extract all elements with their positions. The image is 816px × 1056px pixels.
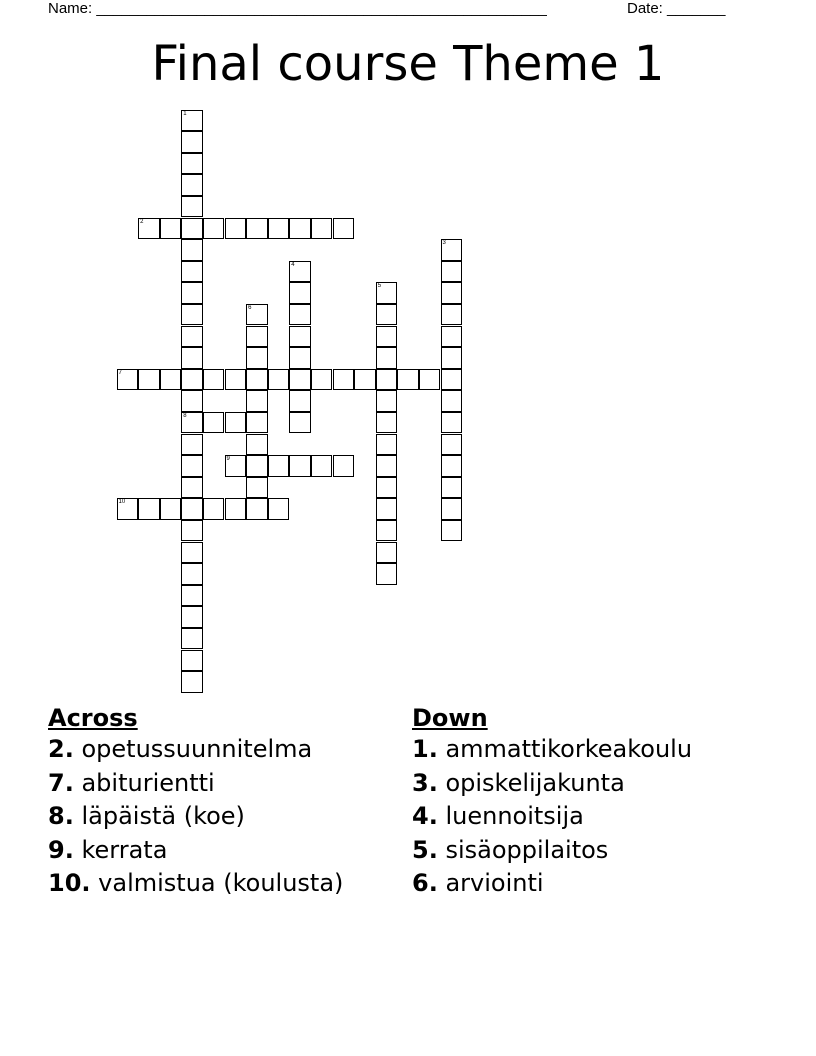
grid-cell[interactable] — [138, 369, 160, 391]
date-field[interactable]: Date: _______ — [627, 0, 726, 17]
grid-cell[interactable] — [246, 369, 268, 391]
grid-cell[interactable] — [225, 218, 247, 240]
grid-cell[interactable] — [246, 326, 268, 348]
grid-cell[interactable] — [181, 585, 203, 607]
grid-cell[interactable] — [160, 369, 182, 391]
grid-cell[interactable] — [181, 498, 203, 520]
clue-item: 6. arviointi — [412, 869, 544, 897]
grid-cell[interactable] — [117, 498, 139, 520]
grid-cell[interactable] — [268, 218, 290, 240]
grid-cell[interactable] — [289, 369, 311, 391]
grid-cell[interactable] — [181, 563, 203, 585]
clue-item: 10. valmistua (koulusta) — [48, 869, 344, 897]
grid-cell[interactable] — [181, 477, 203, 499]
clue-item: 1. ammattikorkeakoulu — [412, 735, 693, 763]
grid-cell[interactable] — [181, 347, 203, 369]
grid-cell[interactable] — [376, 542, 398, 564]
cell-number: 7 — [118, 369, 122, 376]
grid-cell[interactable] — [441, 498, 463, 520]
cell-number: 5 — [377, 283, 382, 290]
grid-cell[interactable] — [333, 455, 355, 477]
grid-cell[interactable] — [333, 218, 355, 240]
grid-cell[interactable] — [181, 261, 203, 283]
grid-cell[interactable] — [246, 434, 268, 456]
grid-cell[interactable] — [441, 520, 463, 542]
grid-cell[interactable] — [289, 326, 311, 348]
clue-item: 4. luennoitsija — [412, 802, 584, 830]
grid-cell[interactable] — [376, 282, 398, 304]
clue-item: 5. sisäoppilaitos — [412, 835, 609, 864]
grid-cell[interactable] — [181, 650, 203, 672]
grid-cell[interactable] — [225, 498, 247, 520]
down-heading: Down — [412, 704, 488, 732]
across-clues — [48, 703, 343, 901]
clue-item: 3. opiskelijakunta — [412, 768, 625, 797]
grid-cell[interactable] — [376, 434, 398, 456]
grid-cell[interactable] — [311, 455, 333, 477]
across-heading: Across — [48, 704, 138, 732]
grid-cell[interactable] — [268, 369, 290, 391]
grid-cell[interactable] — [289, 218, 311, 240]
grid-cell[interactable] — [397, 369, 419, 391]
grid-cell[interactable] — [289, 455, 311, 477]
grid-cell[interactable] — [181, 326, 203, 348]
grid-cell[interactable] — [289, 412, 311, 434]
clue-item: 2. opetussuunnitelma — [48, 735, 313, 763]
grid-cell[interactable] — [441, 412, 463, 434]
grid-cell[interactable] — [441, 390, 463, 412]
grid-cell[interactable] — [376, 520, 398, 542]
grid-cell[interactable] — [441, 369, 463, 391]
grid-cell[interactable] — [246, 347, 268, 369]
grid-cell[interactable] — [246, 455, 268, 477]
grid-cell[interactable] — [203, 369, 225, 391]
cell-number: 1 — [183, 110, 187, 117]
cell-number: 10 — [118, 499, 126, 506]
grid-cell[interactable] — [246, 477, 268, 499]
grid-cell[interactable] — [181, 282, 203, 304]
grid-cell[interactable] — [181, 412, 203, 434]
grid-cell[interactable] — [289, 390, 311, 412]
grid-cell[interactable] — [225, 369, 247, 391]
cell-number: 2 — [140, 218, 144, 225]
grid-cell[interactable] — [181, 174, 203, 196]
grid-cell[interactable] — [181, 434, 203, 456]
grid-cell[interactable] — [268, 455, 290, 477]
grid-cell[interactable] — [441, 455, 463, 477]
grid-cell[interactable] — [311, 218, 333, 240]
cell-number: 9 — [226, 456, 230, 463]
grid-cell[interactable] — [311, 369, 333, 391]
grid-cell[interactable] — [181, 390, 203, 412]
grid-cell[interactable] — [246, 412, 268, 434]
grid-cell[interactable] — [203, 498, 225, 520]
grid-cell[interactable] — [246, 498, 268, 520]
grid-cell[interactable] — [376, 369, 398, 391]
grid-cell[interactable] — [181, 628, 203, 650]
grid-cell[interactable] — [160, 498, 182, 520]
grid-cell[interactable] — [441, 326, 463, 348]
cell-number: 3 — [442, 240, 446, 247]
grid-cell[interactable] — [203, 218, 225, 240]
grid-cell[interactable] — [246, 218, 268, 240]
clue-item: 7. abiturientti — [48, 768, 215, 797]
grid-cell[interactable] — [117, 369, 139, 391]
name-field[interactable]: Name: ______________________________________________________ — [48, 0, 547, 17]
grid-cell[interactable] — [441, 434, 463, 456]
cell-number: 4 — [291, 261, 295, 268]
grid-cell[interactable] — [181, 153, 203, 175]
cell-number: 8 — [183, 412, 187, 419]
grid-cell[interactable] — [441, 347, 463, 369]
clue-item: 8. läpäistä (koe) — [48, 802, 245, 830]
grid-cell[interactable] — [138, 498, 160, 520]
grid-cell[interactable] — [354, 369, 376, 391]
grid-cell[interactable] — [376, 347, 398, 369]
grid-cell[interactable] — [181, 455, 203, 477]
grid-cell[interactable] — [246, 390, 268, 412]
grid-cell[interactable] — [441, 304, 463, 326]
grid-cell[interactable] — [181, 110, 203, 132]
grid-cell[interactable] — [441, 239, 463, 261]
grid-cell[interactable] — [246, 304, 268, 326]
grid-cell[interactable] — [376, 412, 398, 434]
grid-cell[interactable] — [376, 390, 398, 412]
grid-cell[interactable] — [225, 455, 247, 477]
grid-cell[interactable] — [181, 304, 203, 326]
cell-number: 6 — [248, 304, 252, 311]
grid-cell[interactable] — [376, 563, 398, 585]
grid-cell[interactable] — [181, 606, 203, 628]
grid-cell[interactable] — [289, 282, 311, 304]
grid-cell[interactable] — [181, 369, 203, 391]
down-clues — [412, 703, 692, 901]
grid-cell[interactable] — [289, 304, 311, 326]
grid-cell[interactable] — [376, 326, 398, 348]
grid-cell[interactable] — [203, 412, 225, 434]
grid-cell[interactable] — [441, 282, 463, 304]
grid-cell[interactable] — [289, 347, 311, 369]
grid-cell[interactable] — [225, 412, 247, 434]
grid-cell[interactable] — [268, 498, 290, 520]
grid-cell[interactable] — [181, 542, 203, 564]
grid-cell[interactable] — [181, 520, 203, 542]
grid-cell[interactable] — [376, 455, 398, 477]
grid-cell[interactable] — [441, 477, 463, 499]
grid-cell[interactable] — [376, 304, 398, 326]
grid-cell[interactable] — [181, 671, 203, 693]
grid-cell[interactable] — [419, 369, 441, 391]
grid-cell[interactable] — [181, 218, 203, 240]
grid-cell[interactable] — [441, 261, 463, 283]
grid-cell[interactable] — [376, 498, 398, 520]
grid-cell[interactable] — [376, 477, 398, 499]
grid-cell[interactable] — [160, 218, 182, 240]
grid-cell[interactable] — [138, 218, 160, 240]
grid-cell[interactable] — [181, 196, 203, 218]
page-title: Final course Theme 1 — [151, 36, 665, 92]
grid-cell[interactable] — [181, 239, 203, 261]
clue-item: 9. kerrata — [48, 835, 168, 864]
grid-cell[interactable] — [289, 261, 311, 283]
grid-cell[interactable] — [333, 369, 355, 391]
grid-cell[interactable] — [181, 131, 203, 153]
